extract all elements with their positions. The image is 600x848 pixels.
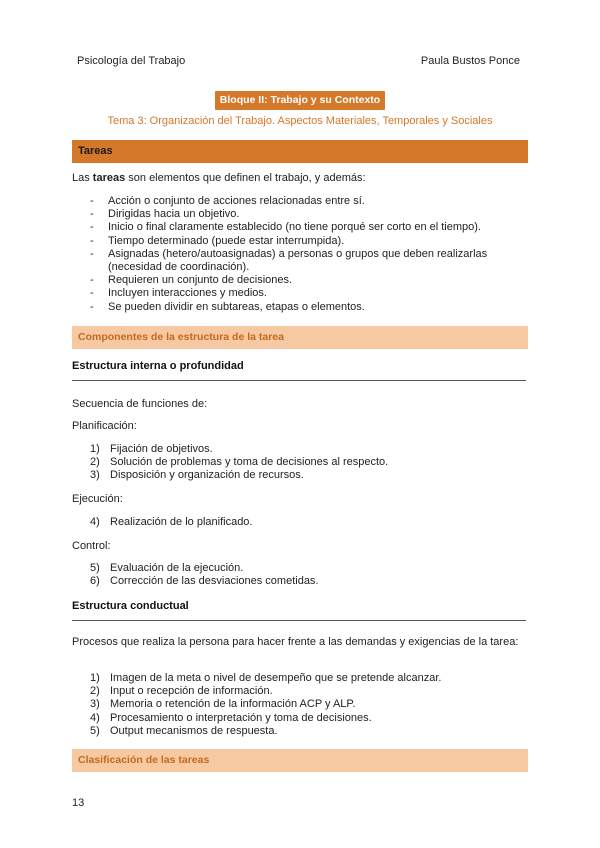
list-item: 5) Evaluación de la ejecución. — [90, 562, 244, 574]
ejecucion-list — [90, 516, 520, 529]
list-item: 3) Memoria o retención de la información ACP y ALP. — [90, 698, 356, 711]
list-item: - Asignadas (hetero/autoasignadas) a personas o grupos que deben realizarlas (necesidad de coordinación). — [90, 248, 520, 274]
list-item: 1) Imagen de la meta o nivel de desempeño que se pretende alcanzar. — [90, 672, 442, 684]
section-heading-clasificacion: Clasificación de las tareas — [72, 749, 528, 772]
subheading-estructura-conductual: Estructura conductual — [72, 600, 189, 612]
list-item: 2) Solución de problemas y toma de decisiones al respecto. — [90, 456, 389, 469]
list-item: 6) Corrección de las desviaciones cometidas. — [90, 575, 319, 588]
list-item: - Acción o conjunto de acciones relacionadas entre sí. — [90, 195, 520, 208]
tareas-intro — [72, 172, 366, 185]
list-item: - Se pueden dividir en subtareas, etapas o elementos. — [90, 301, 520, 314]
planificacion-list — [90, 443, 520, 483]
conductual-list — [90, 672, 520, 738]
block-badge: Bloque II: Trabajo y su Contexto — [215, 91, 385, 110]
list-item: - Requieren un conjunto de decisiones. — [90, 274, 520, 287]
page-number: 13 — [72, 797, 85, 809]
interna-intro: Secuencia de funciones de: — [72, 398, 208, 410]
control-label: Control: — [72, 540, 111, 552]
intro-pre: Las — [72, 172, 93, 184]
section-heading-componentes: Componentes de la estructura de la tarea — [72, 326, 528, 349]
list-item: 5) Output mecanismos de respuesta. — [90, 724, 278, 737]
topic-title: Tema 3: Organización del Trabajo. Aspectos Materiales, Temporales y Sociales — [107, 115, 493, 127]
conductual-intro: Procesos que realiza la persona para hacer frente a las demandas y exigencias de la tarea: — [72, 636, 519, 648]
list-item: 4) Procesamiento o interpretación y toma de decisiones. — [90, 711, 372, 724]
intro-bold: tareas — [92, 172, 126, 184]
list-item: 2) Input o recepción de información. — [90, 685, 273, 698]
header-course: Psicología del Trabajo — [77, 55, 186, 67]
intro-post: son elementos que definen el trabajo, y además: — [125, 172, 366, 184]
list-item: - Tiempo determinado (puede estar interrumpida). — [90, 235, 520, 248]
divider — [72, 380, 526, 381]
planificacion-label: Planificación: — [72, 420, 137, 432]
list-item: - Incluyen interacciones y medios. — [90, 287, 520, 300]
tareas-bullet-list — [90, 195, 520, 314]
divider — [72, 620, 526, 621]
section-heading-tareas: Tareas — [72, 140, 528, 163]
list-item: 1) Fijación de objetivos. — [90, 443, 213, 455]
list-item: - Dirigidas hacia un objetivo. — [90, 208, 520, 221]
list-item: - Inicio o final claramente establecido (no tiene porqué ser corto en el tiempo). — [90, 221, 520, 234]
subheading-estructura-interna: Estructura interna o profundidad — [72, 360, 244, 372]
ejecucion-label: Ejecución: — [72, 493, 123, 505]
control-list — [90, 562, 520, 588]
list-item: 4) Realización de lo planificado. — [90, 516, 253, 528]
header-author: Paula Bustos Ponce — [420, 55, 520, 67]
list-item: 3) Disposición y organización de recursos. — [90, 469, 304, 482]
